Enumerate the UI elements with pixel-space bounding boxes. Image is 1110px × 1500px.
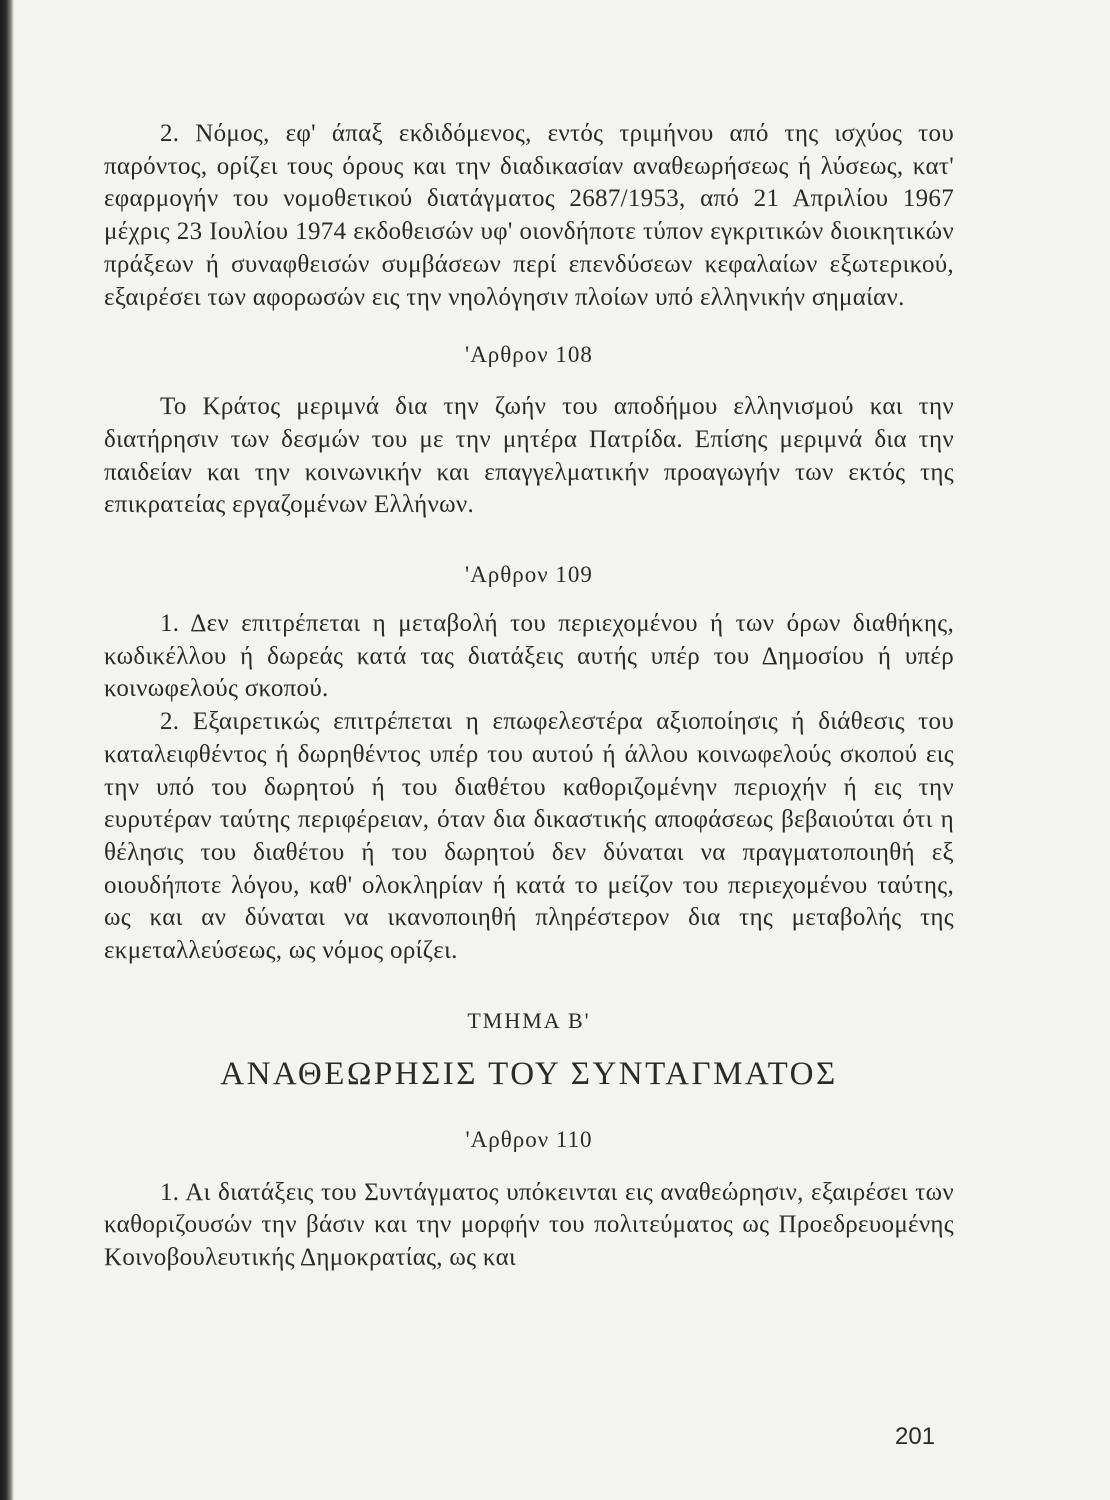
binding-edge [0, 0, 14, 1500]
paragraph-article-107-2: 2. Νόμος, εφ' άπαξ εκδιδόμενος, εντός τριμήνου από της ισχύος του παρόντος, ορίζει τους όρους και την διαδικασίαν αναθεωρήσεως ή λύσεως, κατ' εφαρμογήν του νομοθετικού διατάγματος 2687/1953, από 21 Απριλίου 1967 μέχρις 23 Ιουλίου 1974 εκδοθεισών υφ' οιονδήποτε τύπον εγκριτικών διοικητικών πράξεων ή συναφθεισών συμβάσεων περί επενδύσεων κεφαλαίων εξωτερικού, εξαιρέσει των αφορωσών εις την νηολόγησιν πλοίων υπό ελληνικήν σημαίαν. [104, 120, 954, 311]
page-number: 201 [895, 1423, 936, 1450]
page-content [104, 118, 954, 1275]
paragraph-article-110-1: 1. Αι διατάξεις του Συντάγματος υπόκεινται εις αναθεώρησιν, εξαιρέσει των καθοριζουσών την βάσιν και την μορφήν του πολιτεύματος ως Προεδρευομένης Κοινοβουλευτικής Δημοκρατίας, ως και [104, 1178, 954, 1272]
article-110-heading: 'Αρθρον 110 [465, 1126, 593, 1152]
paragraph-article-108: Το Κράτος μεριμνά δια την ζωήν του αποδήμου ελληνισμού και την διατήρησιν των δεσμών του με την μητέρα Πατρίδα. Επίσης μεριμνά δια την παιδείαν και την κοινωνικήν και επαγγελματικήν προαγωγήν των εκτός της επικρατείας εργαζομένων Ελλήνων. [104, 393, 954, 519]
paragraph-article-109-1: 1. Δεν επιτρέπεται η μεταβολή του περιεχομένου ή των όρων διαθήκης, κωδικέλλου ή δωρεάς κατά τας διατάξεις αυτής υπέρ του Δημοσίου ή υπέρ κοινωφελούς σκοπού. [104, 610, 954, 703]
paragraph-article-109-2: 2. Εξαιρετικώς επιτρέπεται η επωφελεστέρα αξιοποίησις ή διάθεσις του καταλειφθέντος ή δωρηθέντος υπέρ του αυτού ή άλλου κοινωφελούς σκοπού εις την υπό του δωρητού ή του διαθέτου καθοριζομένην περιοχήν ή εις την ευρυτέραν ταύτης περιφέρειαν, όταν δια δικαστικής αποφάσεως βεβαιούται ότι η θέλησις του διαθέτου ή του δωρητού δεν δύναται να πραγματοποιηθή εξ οιουδήποτε λόγου, καθ' ολοκληρίαν ή κατά το μείζον του περιεχομένου ταύτης, ως και αν δύναται να ικανοποιηθή πληρέστερον δια της μεταβολής της εκμεταλλεύσεως, ως νόμος ορίζει. [104, 708, 954, 965]
article-109-heading: 'Αρθρον 109 [465, 562, 593, 588]
section-title: ΑΝΑΘΕΩΡΗΣΙΣ ΤΟΥ ΣΥΝΤΑΓΜΑΤΟΣ [220, 1055, 838, 1092]
section-label: ΤΜΗΜΑ Β' [467, 1007, 591, 1033]
article-108-heading: 'Αρθρον 108 [465, 342, 593, 368]
